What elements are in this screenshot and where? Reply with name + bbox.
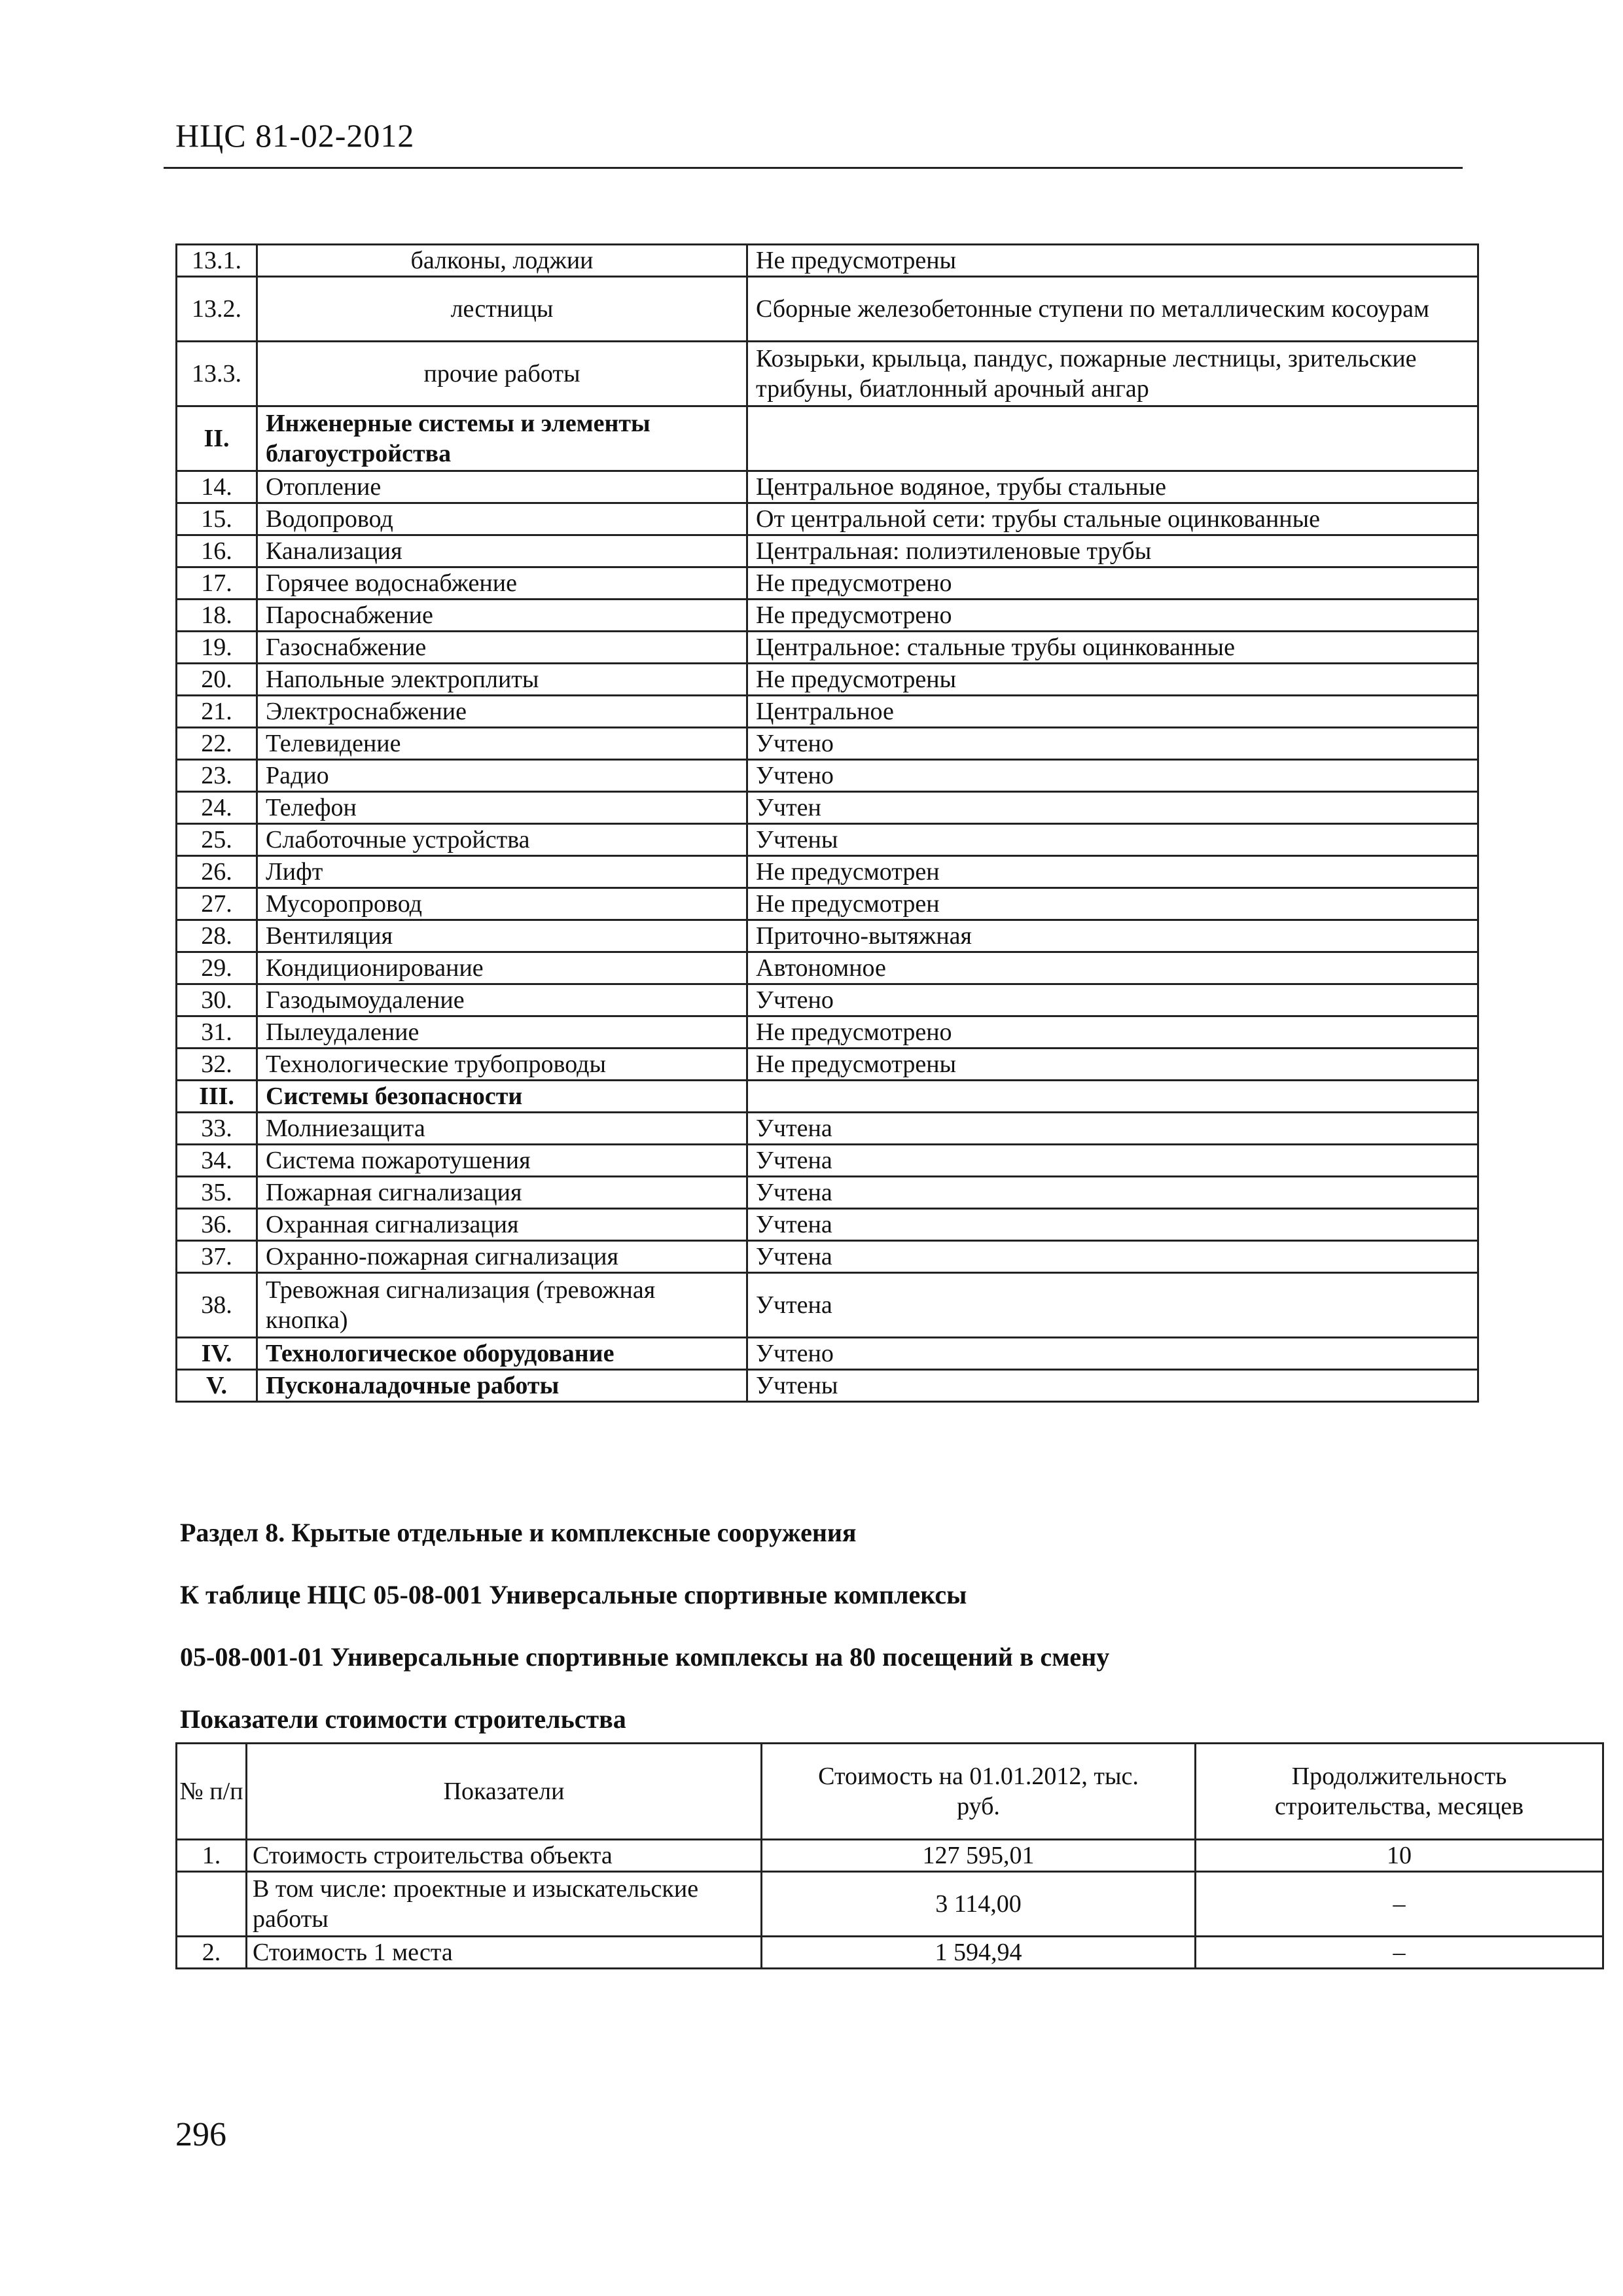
element-name: Лифт xyxy=(257,856,747,888)
table-row xyxy=(177,1049,1478,1081)
element-name: Охранно-пожарная сигнализация xyxy=(257,1241,747,1273)
element-name: Телевидение xyxy=(257,728,747,760)
row-number: 24. xyxy=(177,792,257,824)
element-value: Учтена xyxy=(747,1209,1478,1241)
row-number: 26. xyxy=(177,856,257,888)
duration-value: 10 xyxy=(1196,1840,1603,1872)
element-name: Пусконаладочные работы xyxy=(257,1370,747,1402)
element-value: Не предусмотрены xyxy=(747,1049,1478,1081)
element-name: Пожарная сигнализация xyxy=(257,1177,747,1209)
element-value: Не предусмотрены xyxy=(747,245,1478,277)
table-row xyxy=(177,696,1478,728)
table-row xyxy=(177,664,1478,696)
row-number: 37. xyxy=(177,1241,257,1273)
element-name: Радио xyxy=(257,760,747,792)
element-value xyxy=(747,1081,1478,1113)
element-value: Центральное: стальные трубы оцинкованные xyxy=(747,632,1478,664)
element-value: Учтена xyxy=(747,1113,1478,1145)
table-row xyxy=(177,471,1478,503)
page-number: 296 xyxy=(175,2116,226,2153)
table-header-row xyxy=(177,1744,1603,1840)
row-number: 16. xyxy=(177,535,257,567)
table-row xyxy=(177,535,1478,567)
element-value: Не предусмотрен xyxy=(747,888,1478,920)
table-row xyxy=(177,856,1478,888)
element-name: Мусоропровод xyxy=(257,888,747,920)
table-row xyxy=(177,342,1478,406)
element-name: Напольные электроплиты xyxy=(257,664,747,696)
table-row xyxy=(177,728,1478,760)
row-number: 35. xyxy=(177,1177,257,1209)
element-value: Центральная: полиэтиленовые трубы xyxy=(747,535,1478,567)
row-number: 22. xyxy=(177,728,257,760)
header-duration: Продолжительность строительства, месяцев xyxy=(1196,1744,1603,1840)
row-number: V. xyxy=(177,1370,257,1402)
row-number: 13.1. xyxy=(177,245,257,277)
table-row xyxy=(177,760,1478,792)
table-row xyxy=(177,920,1478,952)
document-code: НЦС 81-02-2012 xyxy=(175,117,415,154)
element-value: Не предусмотрен xyxy=(747,856,1478,888)
element-value: Учтено xyxy=(747,1338,1478,1370)
element-value: Центральное xyxy=(747,696,1478,728)
element-name: Пылеудаление xyxy=(257,1016,747,1049)
element-name: Система пожаротушения xyxy=(257,1145,747,1177)
row-number: 2. xyxy=(177,1937,247,1969)
row-number: 15. xyxy=(177,503,257,535)
element-name: Отопление xyxy=(257,471,747,503)
subtable-title: 05-08-001-01 Универсальные спортивные комплексы на 80 посещений в смену xyxy=(180,1642,1110,1672)
table-row xyxy=(177,824,1478,856)
row-number: 23. xyxy=(177,760,257,792)
element-value: Учтено xyxy=(747,760,1478,792)
row-number: 28. xyxy=(177,920,257,952)
element-name: Канализация xyxy=(257,535,747,567)
element-name: Инженерные системы и элементы благоустройства xyxy=(257,406,747,471)
element-name: Технологические трубопроводы xyxy=(257,1049,747,1081)
row-number: III. xyxy=(177,1081,257,1113)
row-number: IV. xyxy=(177,1338,257,1370)
section-heading: Раздел 8. Крытые отдельные и комплексные сооружения xyxy=(180,1518,857,1547)
element-value: Автономное xyxy=(747,952,1478,984)
element-name: Кондиционирование xyxy=(257,952,747,984)
element-name: Горячее водоснабжение xyxy=(257,567,747,600)
element-name: Вентиляция xyxy=(257,920,747,952)
row-number: 20. xyxy=(177,664,257,696)
element-value: Учтено xyxy=(747,984,1478,1016)
header-indicators: Показатели xyxy=(247,1744,762,1840)
element-name: Водопровод xyxy=(257,503,747,535)
header-cost: Стоимость на 01.01.2012, тыс. руб. xyxy=(762,1744,1196,1840)
row-number: 14. xyxy=(177,471,257,503)
table-row xyxy=(177,1016,1478,1049)
construction-elements-table xyxy=(175,243,1479,1403)
table-row xyxy=(177,503,1478,535)
element-name: Газоснабжение xyxy=(257,632,747,664)
element-name: Технологическое оборудование xyxy=(257,1338,747,1370)
table-row xyxy=(177,1840,1603,1872)
table-row xyxy=(177,1937,1603,1969)
row-number: 19. xyxy=(177,632,257,664)
table-row xyxy=(177,1145,1478,1177)
table-row xyxy=(177,632,1478,664)
element-value: Учтены xyxy=(747,824,1478,856)
row-number: 29. xyxy=(177,952,257,984)
element-name: прочие работы xyxy=(257,342,747,406)
table-row xyxy=(177,1177,1478,1209)
table-row xyxy=(177,600,1478,632)
element-name: Пароснабжение xyxy=(257,600,747,632)
element-value: Приточно-вытяжная xyxy=(747,920,1478,952)
row-number: 13.2. xyxy=(177,277,257,342)
element-value: Учтена xyxy=(747,1177,1478,1209)
table-row xyxy=(177,984,1478,1016)
table-row xyxy=(177,245,1478,277)
table-row xyxy=(177,1872,1603,1937)
row-number: 25. xyxy=(177,824,257,856)
row-number: 34. xyxy=(177,1145,257,1177)
cost-value: 1 594,94 xyxy=(762,1937,1196,1969)
element-name: Системы безопасности xyxy=(257,1081,747,1113)
header-divider xyxy=(164,167,1463,169)
cost-value: 3 114,00 xyxy=(762,1872,1196,1937)
element-value: От центральной сети: трубы стальные оцинкованные xyxy=(747,503,1478,535)
indicator-name: Стоимость строительства объекта xyxy=(247,1840,762,1872)
row-number: 21. xyxy=(177,696,257,728)
element-value: Учтена xyxy=(747,1273,1478,1338)
table-row xyxy=(177,277,1478,342)
table-row xyxy=(177,406,1478,471)
element-value: Учтена xyxy=(747,1241,1478,1273)
indicator-name: В том числе: проектные и изыскательские работы xyxy=(247,1872,762,1937)
row-number: 13.3. xyxy=(177,342,257,406)
element-name: Телефон xyxy=(257,792,747,824)
row-number: 33. xyxy=(177,1113,257,1145)
element-name: Слаботочные устройства xyxy=(257,824,747,856)
element-name: Молниезащита xyxy=(257,1113,747,1145)
duration-value: – xyxy=(1196,1937,1603,1969)
row-number xyxy=(177,1872,247,1937)
row-number: II. xyxy=(177,406,257,471)
element-name: Электроснабжение xyxy=(257,696,747,728)
row-number: 27. xyxy=(177,888,257,920)
element-value xyxy=(747,406,1478,471)
row-number: 32. xyxy=(177,1049,257,1081)
element-value: Учтено xyxy=(747,728,1478,760)
header-num: № п/п xyxy=(177,1744,247,1840)
element-value: Учтена xyxy=(747,1145,1478,1177)
element-value: Козырьки, крыльца, пандус, пожарные лестницы, зрительские трибуны, биатлонный арочный ангар xyxy=(747,342,1478,406)
row-number: 36. xyxy=(177,1209,257,1241)
element-name: Газодымоудаление xyxy=(257,984,747,1016)
table-row xyxy=(177,1113,1478,1145)
element-name: Охранная сигнализация xyxy=(257,1209,747,1241)
table-reference: К таблице НЦС 05-08-001 Универсальные спортивные комплексы xyxy=(180,1580,967,1609)
table-row xyxy=(177,1081,1478,1113)
row-number: 38. xyxy=(177,1273,257,1338)
cost-value: 127 595,01 xyxy=(762,1840,1196,1872)
element-value: Сборные железобетонные ступени по металлическим косоурам xyxy=(747,277,1478,342)
element-name: балконы, лоджии xyxy=(257,245,747,277)
element-value: Не предусмотрено xyxy=(747,1016,1478,1049)
indicators-title: Показатели стоимости строительства xyxy=(180,1704,626,1734)
row-number: 18. xyxy=(177,600,257,632)
element-name: Тревожная сигнализация (тревожная кнопка) xyxy=(257,1273,747,1338)
table-row xyxy=(177,1209,1478,1241)
element-value: Учтен xyxy=(747,792,1478,824)
table-row xyxy=(177,1273,1478,1338)
row-number: 1. xyxy=(177,1840,247,1872)
element-value: Центральное водяное, трубы стальные xyxy=(747,471,1478,503)
table-row xyxy=(177,1370,1478,1402)
element-value: Не предусмотрены xyxy=(747,664,1478,696)
indicator-name: Стоимость 1 места xyxy=(247,1937,762,1969)
element-value: Учтены xyxy=(747,1370,1478,1402)
table-row xyxy=(177,567,1478,600)
table-row xyxy=(177,888,1478,920)
duration-value: – xyxy=(1196,1872,1603,1937)
cost-indicators-table xyxy=(175,1742,1604,1969)
table-row xyxy=(177,792,1478,824)
element-value: Не предусмотрено xyxy=(747,600,1478,632)
row-number: 31. xyxy=(177,1016,257,1049)
element-name: лестницы xyxy=(257,277,747,342)
table-row xyxy=(177,1241,1478,1273)
element-value: Не предусмотрено xyxy=(747,567,1478,600)
table-row xyxy=(177,1338,1478,1370)
row-number: 17. xyxy=(177,567,257,600)
row-number: 30. xyxy=(177,984,257,1016)
table-row xyxy=(177,952,1478,984)
